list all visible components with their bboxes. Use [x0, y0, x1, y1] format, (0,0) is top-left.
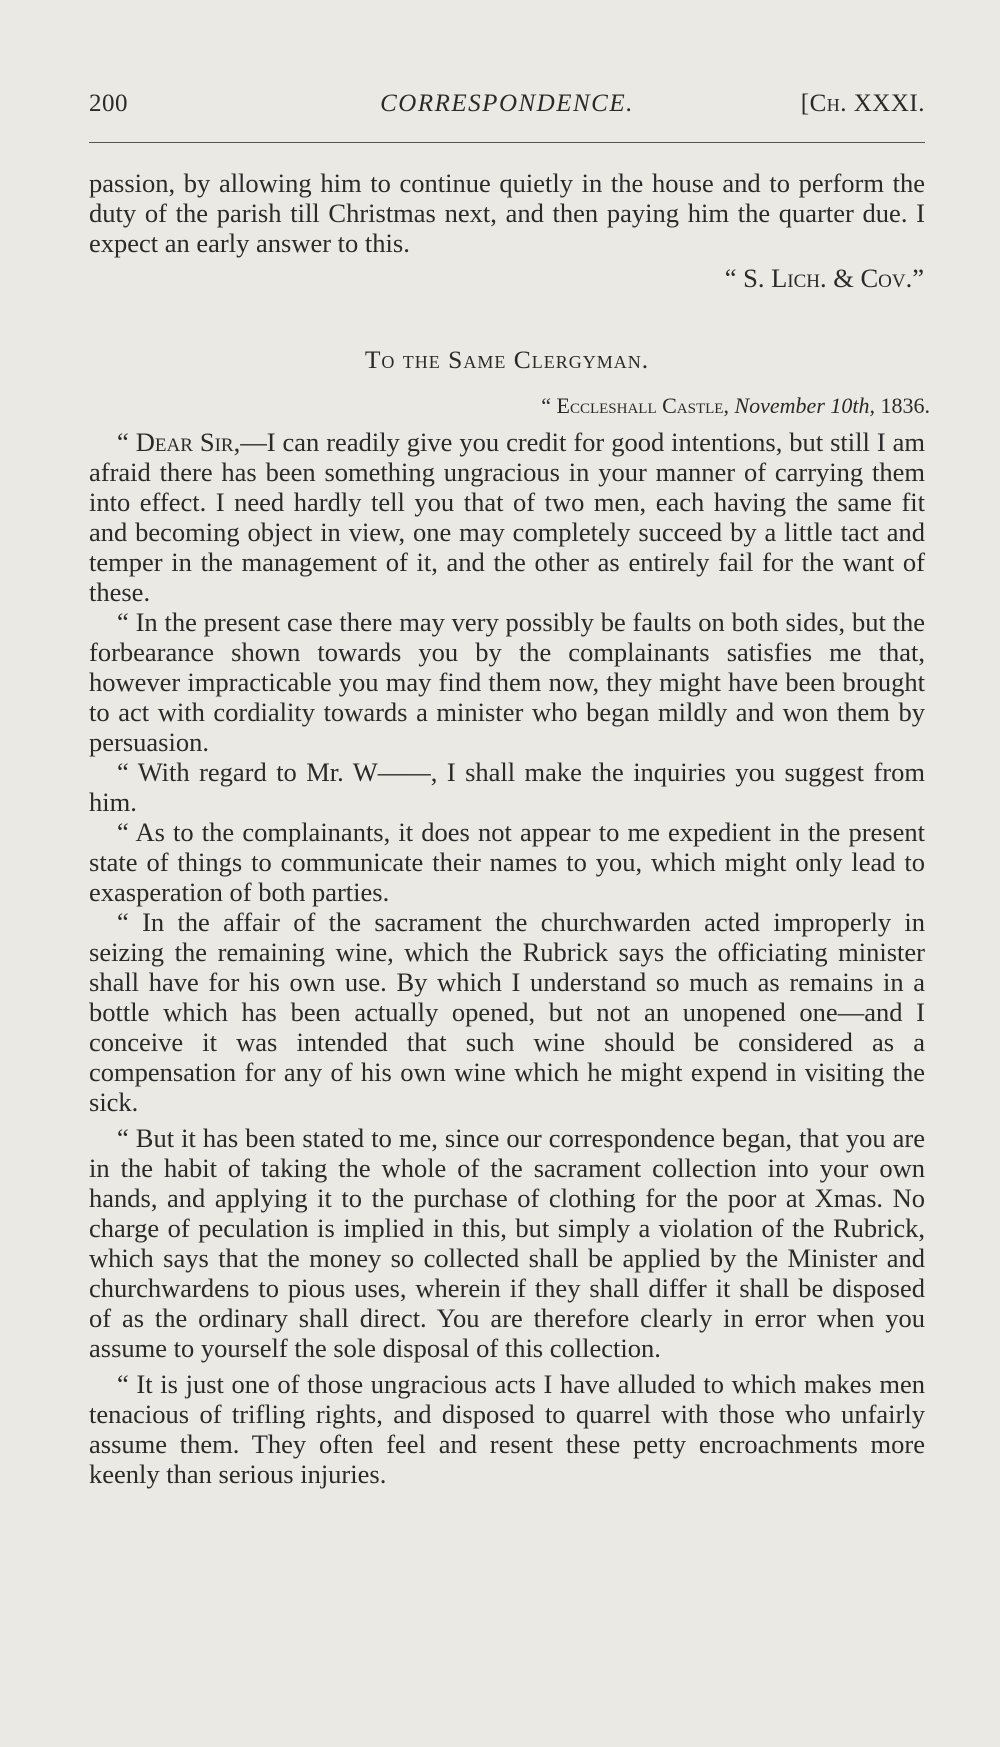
letter-paragraph: “ It is just one of those ungracious acts I have alluded to which makes men tenacious of trifling rights, and disposed to quarrel with those who unfairly assume them. They often feel and resent these petty encroachments more keenly than serious injuries.	[89, 1369, 925, 1489]
dateline-year: 1836.	[880, 393, 930, 418]
opening-signature: “ S. Lich. & Cov.”	[724, 263, 924, 293]
letter-paragraph: “ In the present case there may very possibly be faults on both sides, but the forbearance shown towards you by the complainants satisfies me that, however impracticable you may find them now, they might have been brought to act with cordiality towards a minister who began mildly and won them by persuasion.	[89, 607, 925, 757]
letter-title: To the Same Clergyman.	[364, 345, 650, 374]
chapter-marker: [Ch. XXXI.	[800, 90, 925, 117]
header-rule	[89, 142, 925, 143]
page-number: 200	[89, 90, 128, 117]
letter-dateline	[541, 393, 930, 419]
page-header	[89, 90, 925, 126]
letter-paragraph: “ As to the complainants, it does not appear to me expedient in the present state of things to communicate their names to you, which might only lead to exasperation of both parties.	[89, 817, 925, 907]
letter-paragraph: “ With regard to Mr. W——, I shall make the inquiries you suggest from him.	[89, 757, 925, 817]
opening-text: passion, by allowing him to continue quietly in the house and to perform the duty of the parish till Christmas next, and then paying him the quarter due. I expect an early answer to this.	[89, 168, 925, 258]
dateline-date: November 10th,	[734, 393, 875, 418]
opening-paragraph	[89, 168, 925, 258]
dateline-place: “ Eccleshall Castle,	[541, 393, 729, 418]
paragraph-text: —I can readily give you credit for good intentions, but still I am afraid there has been something ungracious in your manner of carrying them into effect. I need hardly tell you that of two men, each having the same fit and becoming object in view, one may completely succeed by a little tact and temper in the management of it, and the other as entirely fail for the want of these.	[89, 427, 926, 607]
letter-paragraph: “ But it has been stated to me, since our correspondence began, that you are in the habit of taking the whole of the sacrament collection into your own hands, and applying it to the purchase of clothing for the poor at Xmas. No charge of peculation is implied in this, but simply a violation of the Rubrick, which says that the money so collected shall be applied by the Minister and churchwardens to pious uses, wherein if they shall differ it shall be disposed of as the ordinary shall direct. You are therefore clearly in error when you assume to yourself the sole disposal of this collection.	[89, 1123, 925, 1363]
letter-body	[89, 427, 925, 1489]
salutation: “ Dear Sir,	[117, 427, 241, 457]
letter-paragraph: “ In the affair of the sacrament the churchwarden acted improperly in seizing the remaining wine, which the Rubrick says the officiating minister shall have for his own use. By which I understand so much as remains in a bottle which has been actually opened, but not an unopened one—and I conceive it was intended that such wine should be considered as a compensation for any of his own wine which he might expend in visiting the sick.	[89, 907, 925, 1117]
running-title: CORRESPONDENCE.	[380, 90, 634, 117]
letter-paragraph	[89, 427, 925, 607]
